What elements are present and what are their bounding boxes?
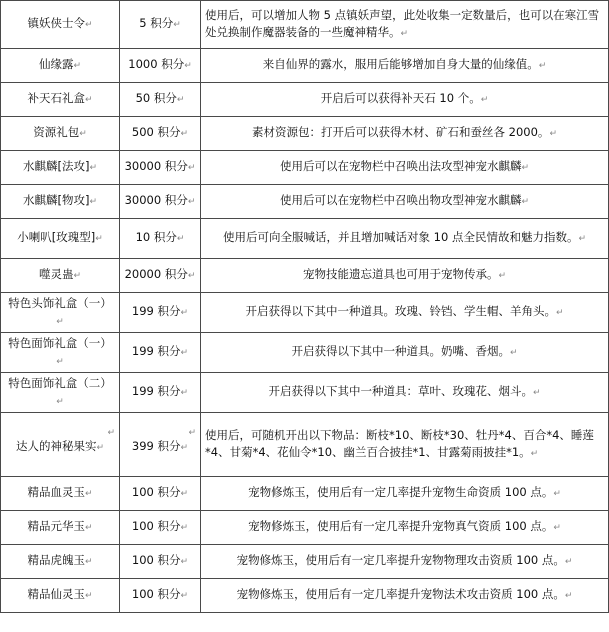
item-price-cell — [120, 219, 201, 259]
paragraph-mark-icon: ↵ — [73, 271, 82, 281]
item-name: 补天石礼盒 — [27, 91, 85, 105]
paragraph-mark-icon: ↵ — [176, 234, 185, 244]
paragraph-mark-icon: ↵ — [400, 28, 409, 39]
item-name: 达人的神秘果实 — [15, 438, 97, 453]
item-name-cell — [1, 219, 120, 259]
item-price-cell — [120, 151, 201, 185]
paragraph-mark-icon: ↵ — [180, 442, 189, 453]
item-name: 小喇叭[玫瑰型] — [17, 230, 96, 244]
paragraph-mark-icon: ↵ — [553, 489, 561, 499]
item-desc: 素材资源包：打开后可以获得木材、矿石和蚕丝各 2000。 — [252, 125, 550, 139]
item-name-cell — [1, 185, 120, 219]
table-row — [1, 49, 609, 83]
table-row — [1, 293, 609, 333]
item-price-cell — [120, 49, 201, 83]
item-price-cell — [120, 579, 201, 613]
paragraph-mark-icon: ↵ — [187, 271, 196, 281]
item-desc: 宠物修炼玉，使用后有一定几率提升宠物法术攻击资质 100 点。 — [236, 587, 565, 601]
item-name: 仙缘露 — [38, 57, 74, 71]
item-name-cell — [1, 373, 120, 413]
paragraph-mark-icon: ↵ — [180, 489, 189, 499]
table-row — [1, 579, 609, 613]
paragraph-mark-icon: ↵ — [84, 95, 93, 105]
item-price: 500 积分 — [131, 125, 181, 139]
table-row — [1, 373, 609, 413]
paragraph-mark-icon: ↵ — [509, 348, 518, 358]
item-name-cell — [1, 1, 120, 49]
table-row — [1, 117, 609, 151]
paragraph-mark-icon: ↵ — [549, 129, 557, 139]
item-desc-cell — [201, 545, 609, 579]
item-price-cell — [120, 185, 201, 219]
paragraph-mark-icon: ↵ — [84, 20, 93, 30]
item-price-cell — [120, 511, 201, 545]
item-price: 30000 积分 — [124, 159, 188, 173]
item-name-cell — [1, 83, 120, 117]
paragraph-mark-icon: ↵ — [56, 396, 64, 407]
table-row — [1, 545, 609, 579]
item-price: 5 积分 — [139, 16, 174, 30]
item-desc: 来自仙界的露水，服用后能够增加自身大量的仙缘值。 — [262, 57, 539, 71]
item-desc: 开启获得以下其中一种道具：草叶、玫瑰花、烟斗。 — [268, 384, 533, 398]
paragraph-mark-icon: ↵ — [188, 427, 196, 438]
item-name: 噬灵蛊 — [38, 267, 74, 281]
item-name: 特色面饰礼盒（一） — [8, 335, 112, 350]
item-price: 100 积分 — [131, 587, 181, 601]
paragraph-mark-icon: ↵ — [180, 388, 189, 398]
paragraph-mark-icon: ↵ — [56, 356, 64, 367]
paragraph-mark-icon: ↵ — [84, 557, 93, 567]
paragraph-mark-icon: ↵ — [95, 234, 103, 244]
paragraph-mark-icon: ↵ — [553, 523, 561, 533]
table-row — [1, 219, 609, 259]
item-price: 100 积分 — [131, 519, 181, 533]
paragraph-mark-icon: ↵ — [530, 448, 539, 459]
item-price-cell — [120, 333, 201, 373]
paragraph-mark-icon: ↵ — [187, 163, 196, 173]
item-name-cell — [1, 477, 120, 511]
item-desc: 宠物修炼玉，使用后有一定几率提升宠物真气资质 100 点。 — [248, 519, 554, 533]
item-price: 199 积分 — [131, 304, 181, 318]
item-desc-cell — [201, 293, 609, 333]
item-name-cell — [1, 49, 120, 83]
items-table-body — [1, 1, 609, 613]
paragraph-mark-icon: ↵ — [180, 523, 189, 533]
paragraph-mark-icon: ↵ — [184, 61, 192, 71]
paragraph-mark-icon: ↵ — [578, 234, 586, 244]
item-price-cell — [120, 117, 201, 151]
item-desc-cell — [201, 151, 609, 185]
table-row — [1, 511, 609, 545]
item-desc-cell — [201, 1, 609, 49]
item-desc: 开启获得以下其中一种道具。玫瑰、铃铛、学生帽、羊角头。 — [245, 304, 556, 318]
item-price: 30000 积分 — [124, 193, 188, 207]
paragraph-mark-icon: ↵ — [96, 442, 105, 453]
item-price-cell — [120, 413, 201, 477]
paragraph-mark-icon: ↵ — [538, 61, 547, 71]
table-row — [1, 1, 609, 49]
paragraph-mark-icon: ↵ — [180, 591, 189, 601]
item-name: 精品元华玉 — [27, 519, 85, 533]
item-name-cell — [1, 413, 120, 477]
item-price: 100 积分 — [131, 553, 181, 567]
paragraph-mark-icon: ↵ — [84, 523, 93, 533]
table-row — [1, 83, 609, 117]
item-desc: 宠物修炼玉，使用后有一定几率提升宠物物理攻击资质 100 点。 — [236, 553, 565, 567]
paragraph-mark-icon: ↵ — [89, 197, 98, 207]
item-desc-cell — [201, 83, 609, 117]
item-name-cell — [1, 333, 120, 373]
item-name-cell — [1, 293, 120, 333]
item-desc: 使用后，可以增加人物 5 点镇妖声望，此处收集一定数量后，也可以在寒江雪处兑换制作魔器装备的一些魔神精华。 — [205, 7, 600, 39]
paragraph-mark-icon: ↵ — [180, 557, 189, 567]
paragraph-mark-icon: ↵ — [89, 163, 98, 173]
item-desc: 开启后可以获得补天石 10 个。 — [320, 91, 481, 105]
paragraph-mark-icon: ↵ — [173, 20, 181, 30]
item-price-cell — [120, 293, 201, 333]
table-row — [1, 477, 609, 511]
paragraph-mark-icon: ↵ — [564, 557, 573, 567]
paragraph-mark-icon: ↵ — [564, 591, 573, 601]
item-name: 资源礼包 — [33, 125, 80, 139]
table-row — [1, 333, 609, 373]
table-row — [1, 151, 609, 185]
item-name-cell — [1, 117, 120, 151]
paragraph-mark-icon: ↵ — [521, 163, 530, 173]
item-name: 特色面饰礼盒（二） — [8, 375, 112, 390]
item-desc: 使用后可以在宠物栏中召唤出法攻型神宠水麒麟 — [279, 159, 522, 173]
item-price: 399 积分 — [131, 438, 181, 453]
item-desc: 宠物修炼玉，使用后有一定几率提升宠物生命资质 100 点。 — [248, 485, 554, 499]
item-price-cell — [120, 1, 201, 49]
item-desc-cell — [201, 259, 609, 293]
paragraph-mark-icon: ↵ — [56, 316, 64, 327]
paragraph-mark-icon: ↵ — [555, 308, 564, 318]
paragraph-mark-icon: ↵ — [73, 61, 82, 71]
item-price: 50 积分 — [135, 91, 177, 105]
item-name: 精品仙灵玉 — [27, 587, 85, 601]
item-price: 1000 积分 — [128, 57, 185, 71]
item-desc-cell — [201, 477, 609, 511]
table-row — [1, 259, 609, 293]
item-name-cell — [1, 579, 120, 613]
item-price: 20000 积分 — [124, 267, 188, 281]
item-desc: 使用后，可随机开出以下物品：断枝*10、断枝*30、牡丹*4、百合*4、睡莲*4、甘菊*4、花仙令*10、幽兰百合披挂*1、甘露菊雨披挂*1。 — [205, 427, 594, 459]
item-name-cell — [1, 151, 120, 185]
paragraph-mark-icon: ↵ — [187, 197, 196, 207]
item-name: 水麒麟[物攻] — [22, 193, 90, 207]
item-name: 镇妖侠士令 — [27, 16, 85, 30]
paragraph-mark-icon: ↵ — [532, 388, 541, 398]
item-price: 199 积分 — [131, 344, 181, 358]
table-row — [1, 185, 609, 219]
item-price: 100 积分 — [131, 485, 181, 499]
item-name: 精品虎魄玉 — [27, 553, 85, 567]
item-desc-cell — [201, 413, 609, 477]
item-price-cell — [120, 477, 201, 511]
paragraph-mark-icon: ↵ — [84, 489, 93, 499]
item-desc-cell — [201, 219, 609, 259]
paragraph-mark-icon: ↵ — [180, 129, 189, 139]
item-price-cell — [120, 259, 201, 293]
item-desc-cell — [201, 373, 609, 413]
item-name: 水麒麟[法攻] — [22, 159, 90, 173]
item-price: 199 积分 — [131, 384, 181, 398]
item-desc-cell — [201, 49, 609, 83]
item-desc-cell — [201, 333, 609, 373]
item-price: 10 积分 — [135, 230, 177, 244]
item-price-cell — [120, 83, 201, 117]
paragraph-mark-icon: ↵ — [176, 95, 185, 105]
item-name: 精品血灵玉 — [27, 485, 85, 499]
paragraph-mark-icon: ↵ — [180, 308, 189, 318]
paragraph-mark-icon: ↵ — [84, 591, 93, 601]
paragraph-mark-icon: ↵ — [480, 95, 489, 105]
paragraph-mark-icon: ↵ — [498, 271, 507, 281]
table-row — [1, 413, 609, 477]
item-desc-cell — [201, 185, 609, 219]
item-desc-cell — [201, 579, 609, 613]
item-name-cell — [1, 545, 120, 579]
item-desc: 使用后可以在宠物栏中召唤出物攻型神宠水麒麟 — [279, 193, 522, 207]
paragraph-mark-icon: ↵ — [180, 348, 189, 358]
item-name-cell — [1, 511, 120, 545]
item-desc: 开启获得以下其中一种道具。奶嘴、香烟。 — [291, 344, 510, 358]
item-name: 特色头饰礼盒（一） — [8, 295, 112, 310]
item-price-cell — [120, 545, 201, 579]
item-desc-cell — [201, 117, 609, 151]
item-name-cell — [1, 259, 120, 293]
item-price-cell — [120, 373, 201, 413]
item-desc: 使用后可向全服喊话，并且增加喊话对象 10 点全民情故和魅力指数。 — [223, 230, 579, 244]
paragraph-mark-icon: ↵ — [107, 427, 115, 438]
item-desc: 宠物技能遗忘道具也可用于宠物传承。 — [302, 267, 499, 281]
paragraph-mark-icon: ↵ — [521, 197, 530, 207]
paragraph-mark-icon: ↵ — [79, 129, 87, 139]
item-desc-cell — [201, 511, 609, 545]
